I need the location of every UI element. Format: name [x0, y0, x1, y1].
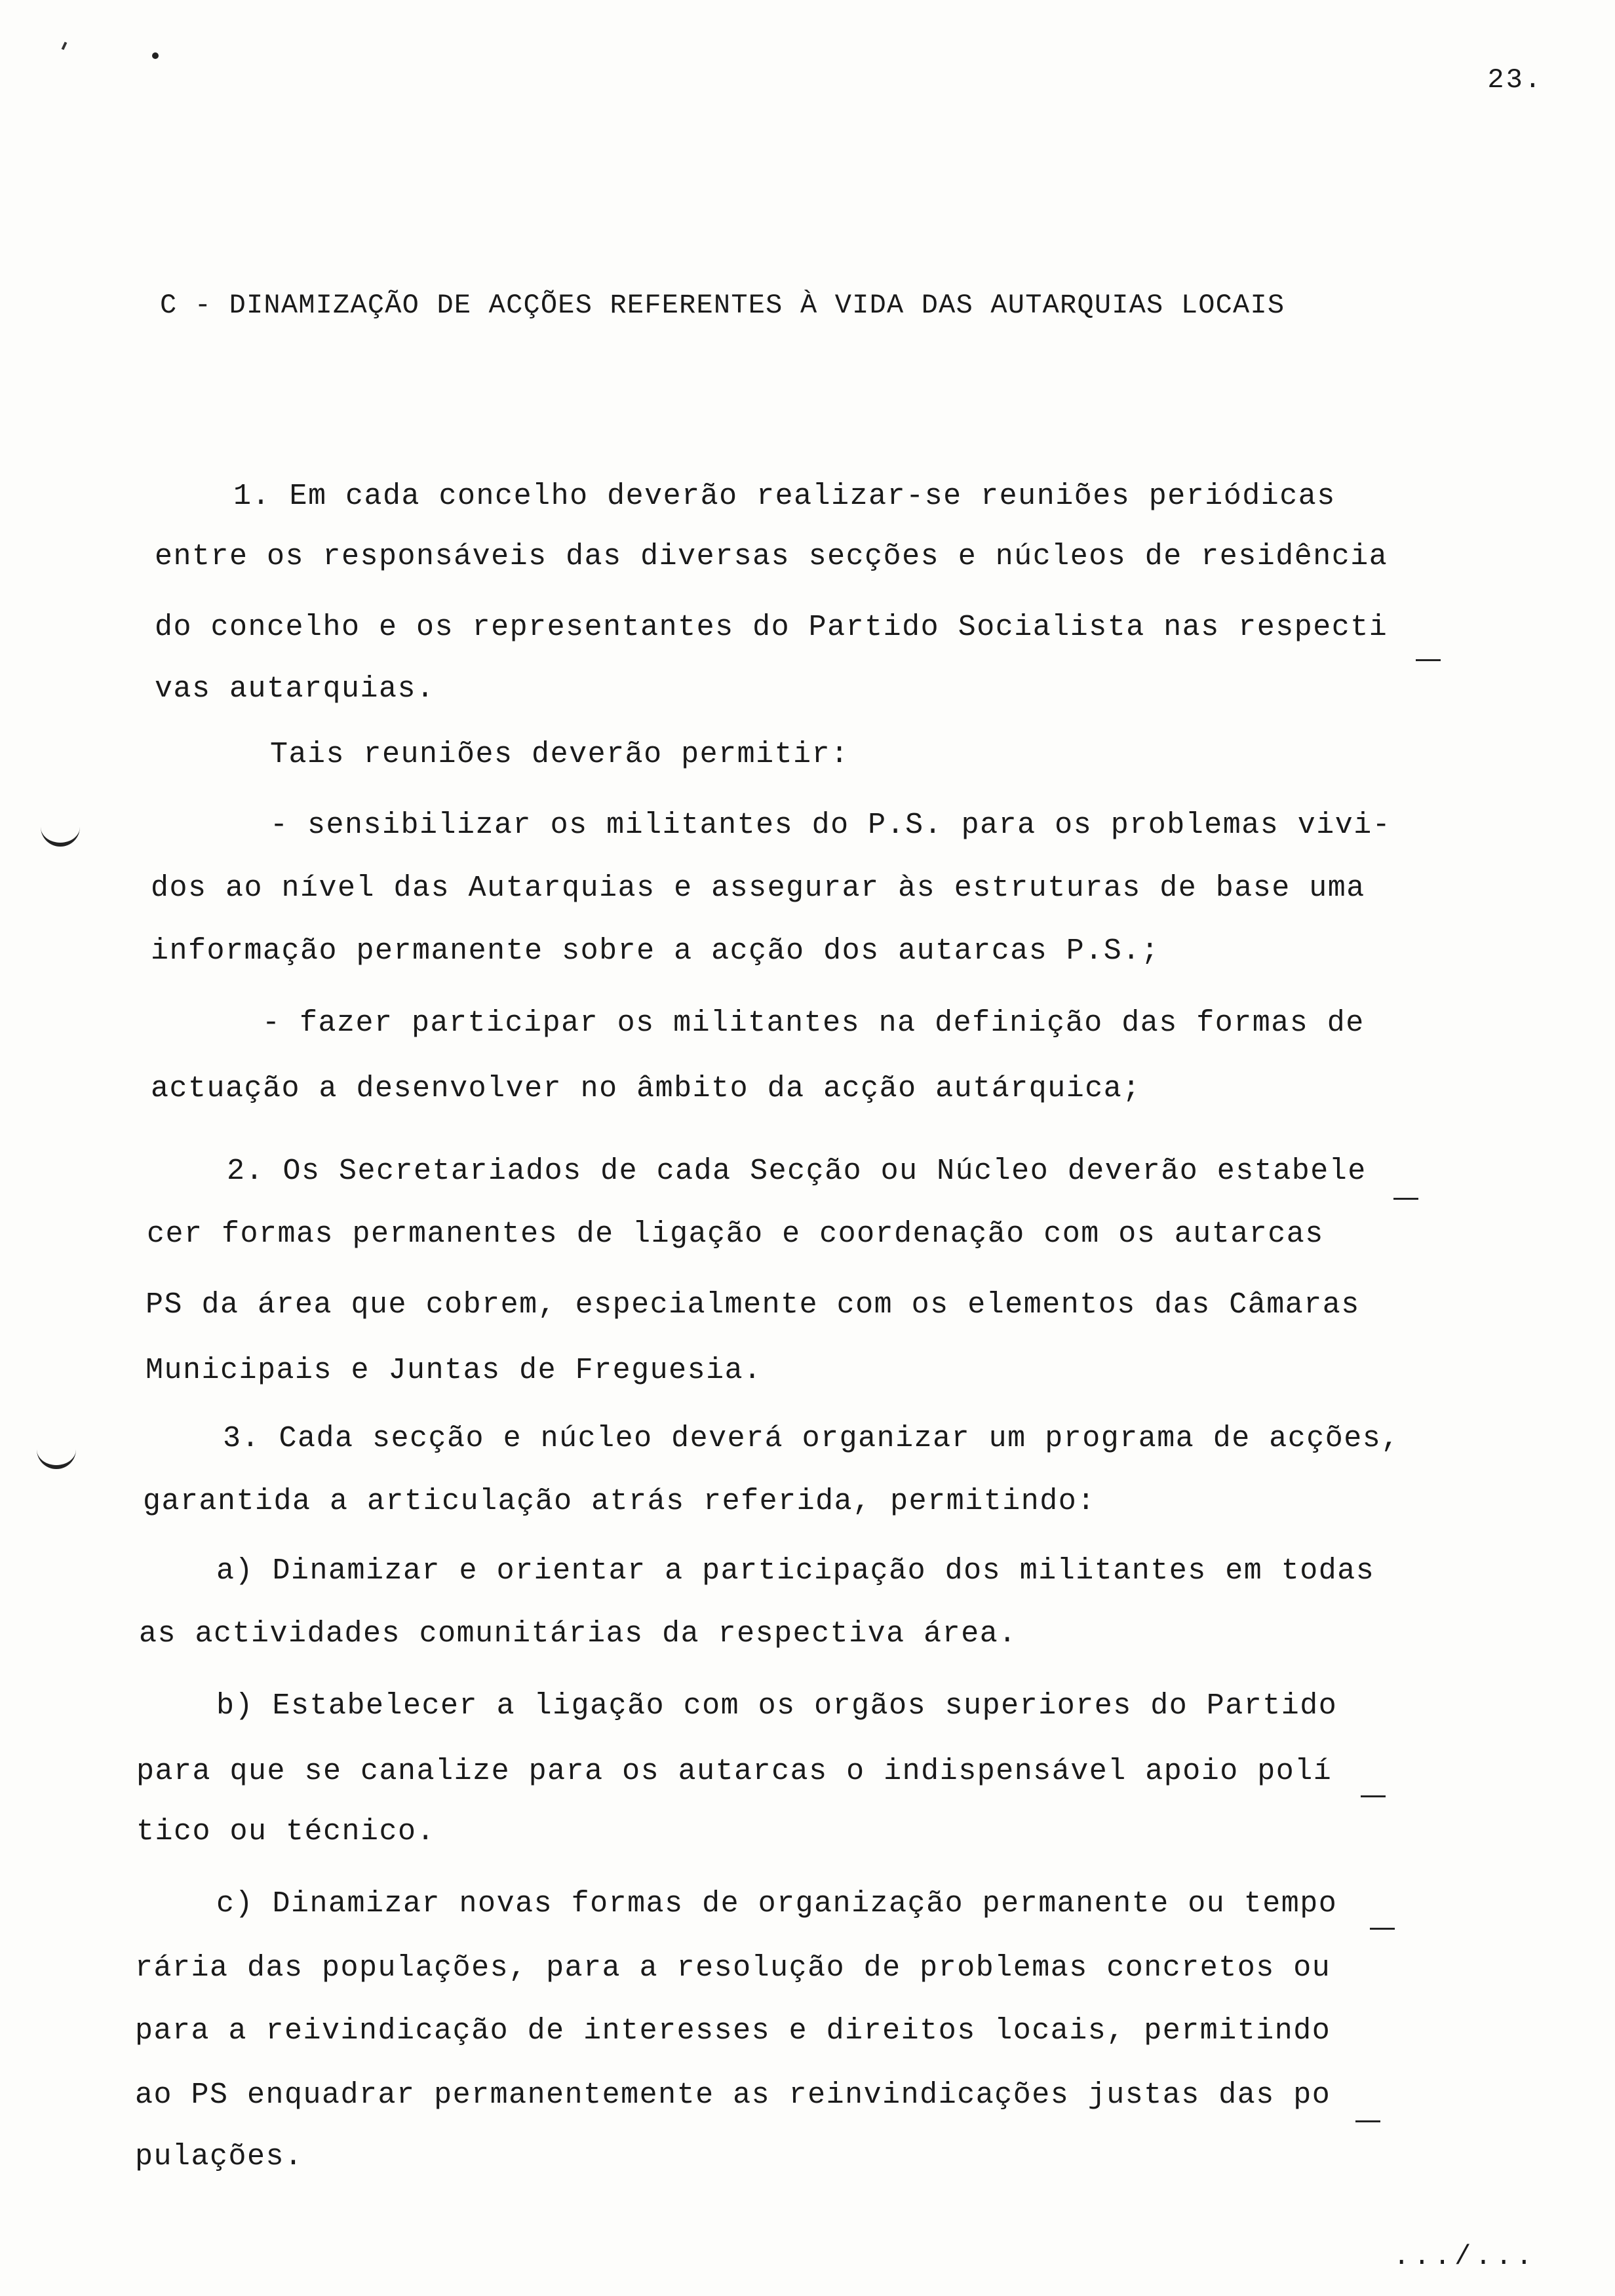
text-line: tico ou técnico.: [136, 1815, 436, 1848]
text-line: garantida a articulação atrás referida, permitindo:: [143, 1485, 1096, 1518]
text-line: do concelho e os representantes do Partido Socialista nas respecti: [155, 611, 1388, 644]
text-line: pulações.: [135, 2140, 303, 2173]
text-line: informação permanente sobre a acção dos autarcas P.S.;: [151, 934, 1160, 968]
hyphen-underline: [1416, 659, 1441, 661]
scan-mark: [62, 42, 68, 50]
text-line: ao PS enquadrar permanentemente as reinvindicações justas das po: [135, 2078, 1331, 2112]
text-line: - fazer participar os militantes na definição das formas de: [262, 1006, 1365, 1040]
text-line: Tais reuniões deverão permitir:: [270, 738, 849, 771]
text-line: b) Estabelecer a ligação com os orgãos superiores do Partido: [216, 1689, 1338, 1723]
text-line: rária das populações, para a resolução de problemas concretos ou: [135, 1951, 1331, 1985]
binding-hole-mark: [37, 1449, 76, 1469]
text-line: cer formas permanentes de ligação e coordenação com os autarcas: [147, 1217, 1324, 1251]
text-line: actuação a desenvolver no âmbito da acção autárquica;: [151, 1072, 1141, 1105]
text-line: Municipais e Juntas de Freguesia.: [146, 1354, 762, 1387]
text-line: a) Dinamizar e orientar a participação dos militantes em todas: [216, 1554, 1375, 1588]
text-line: 1. Em cada concelho deverão realizar-se reuniões periódicas: [233, 480, 1336, 513]
hyphen-underline: [1355, 2120, 1380, 2122]
text-line: 2. Os Secretariados de cada Secção ou Núcleo deverão estabele: [227, 1155, 1367, 1188]
text-line: para a reivindicação de interesses e direitos locais, permitindo: [135, 2014, 1331, 2048]
section-heading: C - DINAMIZAÇÃO DE ACÇÕES REFERENTES À VIDA DAS AUTARQUIAS LOCAIS: [160, 290, 1285, 321]
hyphen-underline: [1361, 1795, 1386, 1797]
binding-hole-mark: [41, 827, 80, 847]
text-line: 3. Cada secção e núcleo deverá organizar um programa de acções,: [223, 1422, 1400, 1455]
text-line: vas autarquias.: [155, 672, 435, 706]
text-line: PS da área que cobrem, especialmente com os elementos das Câmaras: [146, 1288, 1360, 1322]
text-line: c) Dinamizar novas formas de organização permanente ou tempo: [216, 1887, 1338, 1921]
text-line: entre os responsáveis das diversas secções e núcleos de residência: [155, 540, 1388, 573]
scan-dot: [152, 52, 159, 59]
hyphen-underline: [1370, 1928, 1395, 1930]
hyphen-underline: [1393, 1198, 1418, 1200]
text-line: para que se canalize para os autarcas o indispensável apoio polí: [136, 1755, 1333, 1788]
text-line: dos ao nível das Autarquias e assegurar às estruturas de base uma: [151, 871, 1365, 905]
text-line: - sensibilizar os militantes do P.S. para os problemas vivi-: [270, 809, 1391, 842]
continuation-marker: .../...: [1393, 2241, 1536, 2272]
page-number: 23.: [1487, 64, 1543, 96]
text-line: as actividades comunitárias da respectiva área.: [139, 1617, 1017, 1651]
